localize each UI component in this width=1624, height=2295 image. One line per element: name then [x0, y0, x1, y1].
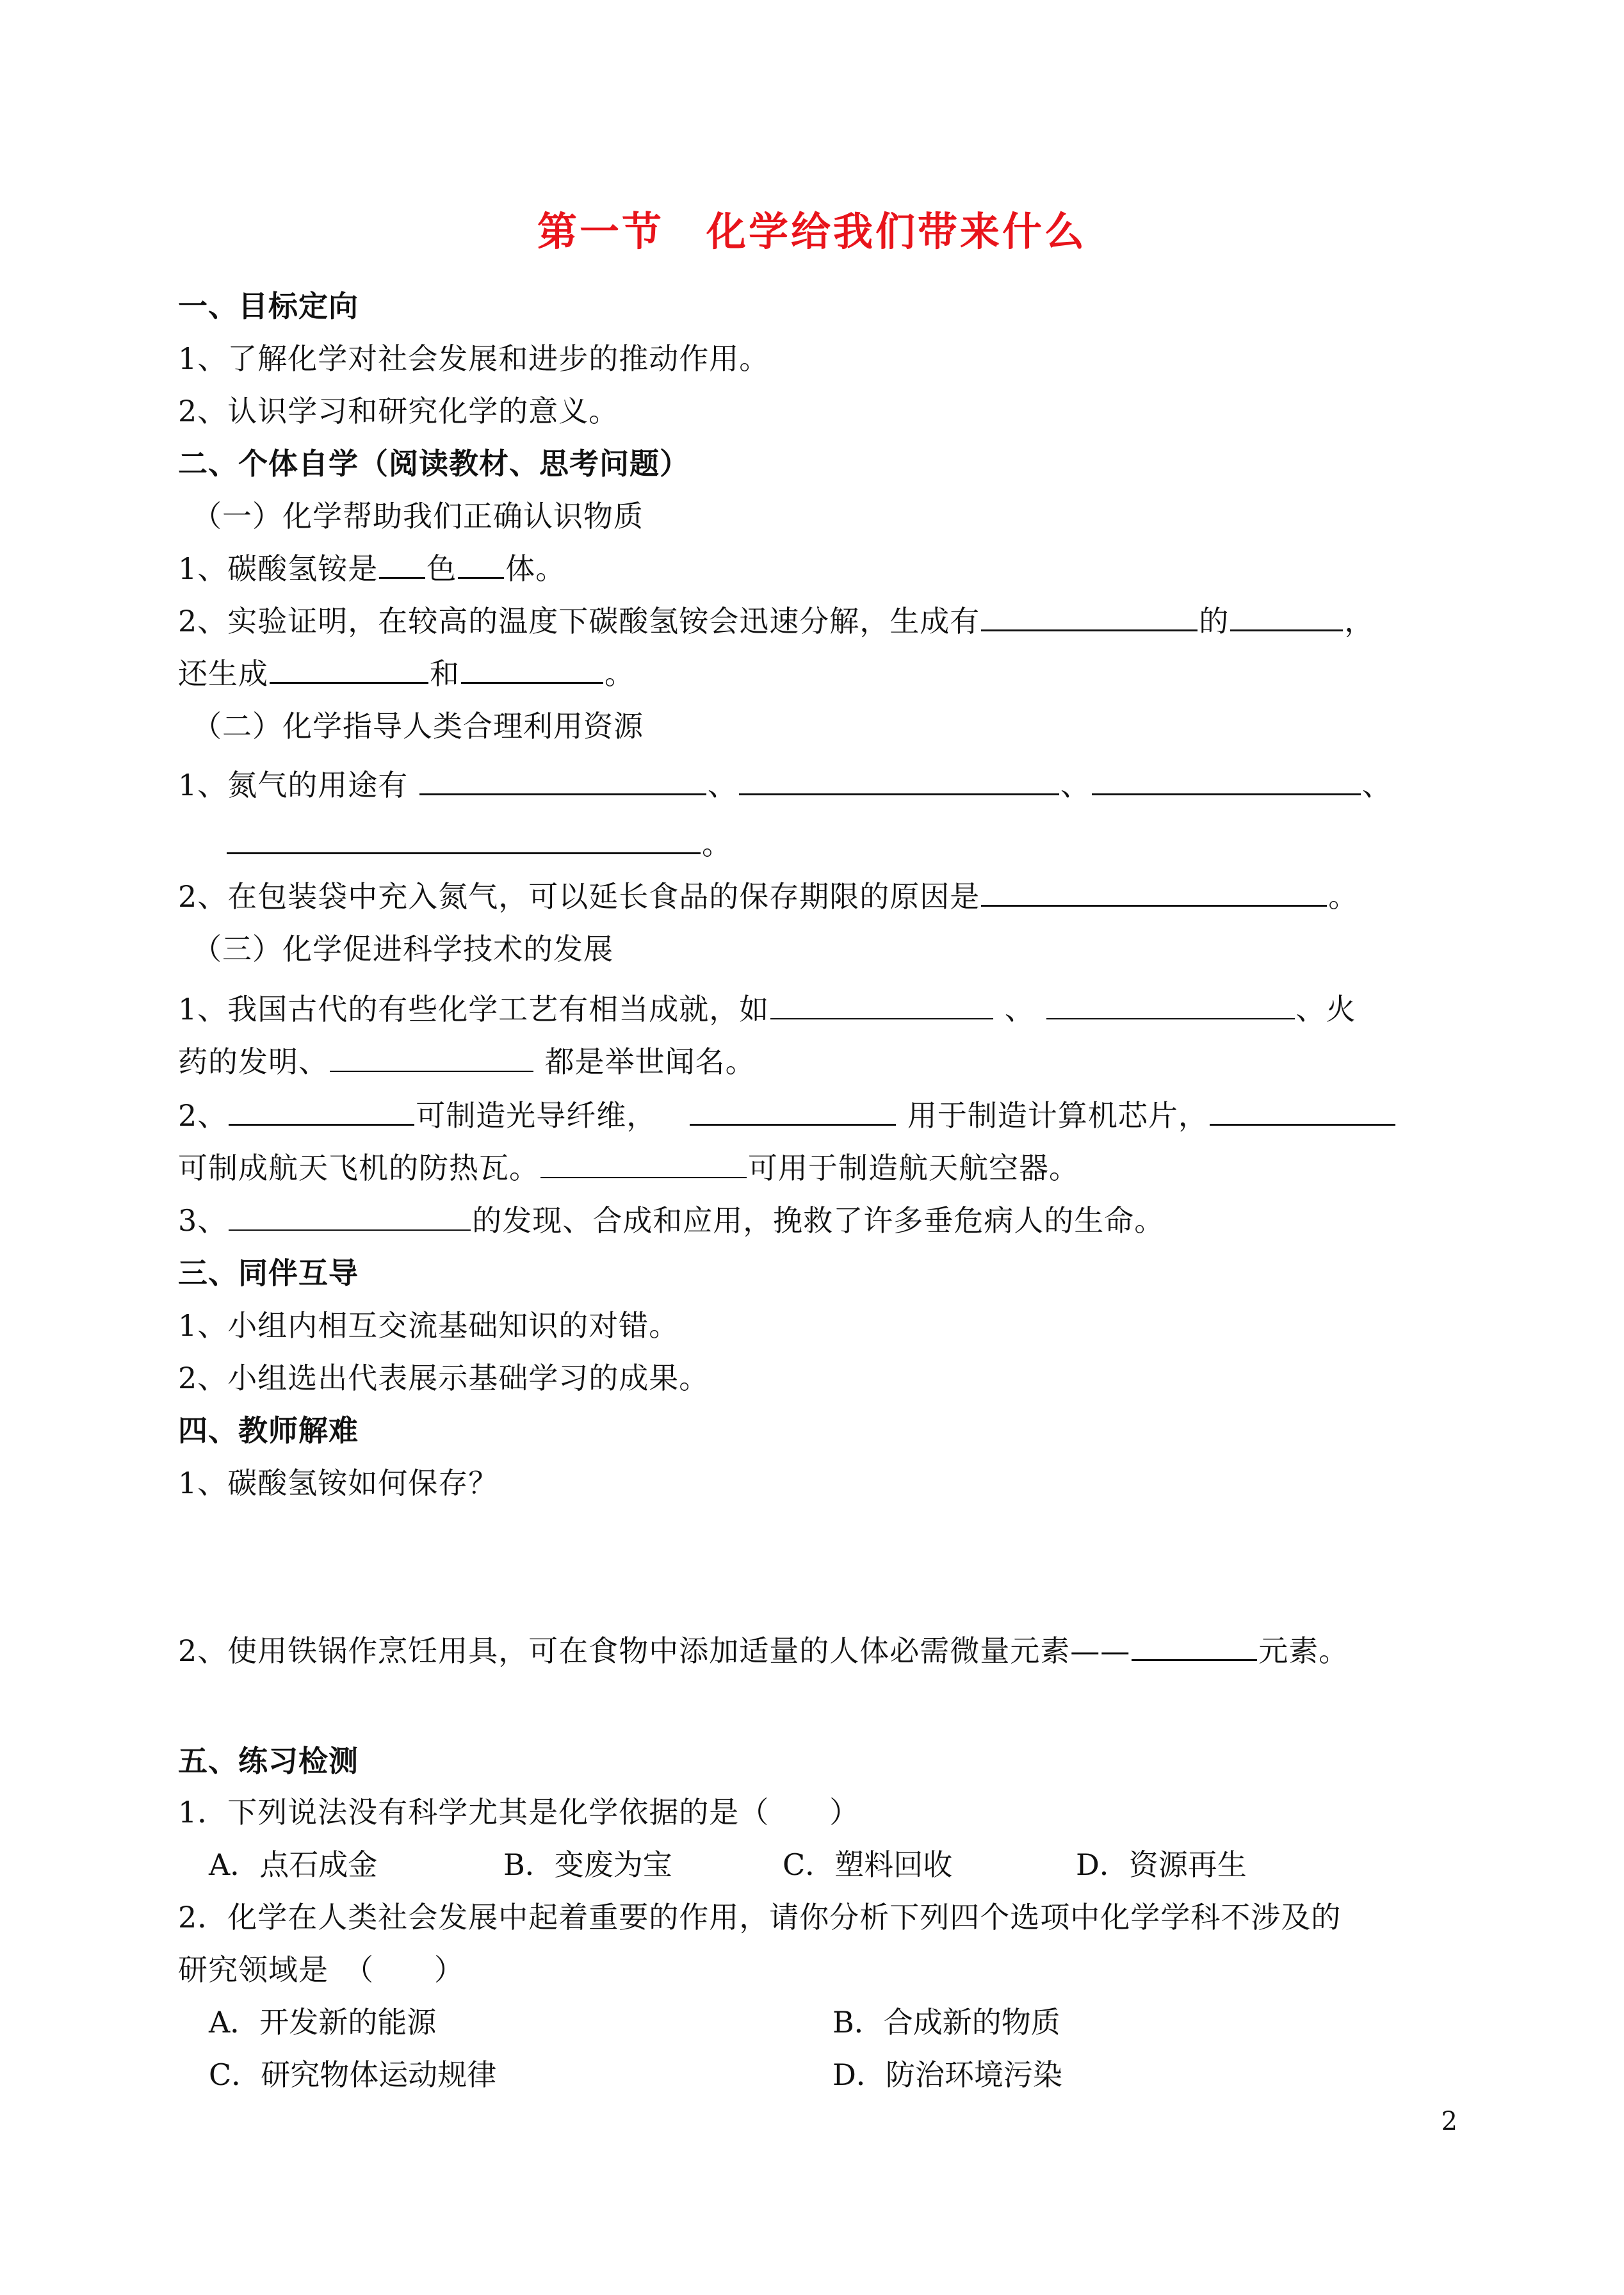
text-line: 1、小组内相互交流基础知识的对错。	[178, 1308, 679, 1343]
subsection-heading: （一）化学帮助我们正确认识物质	[192, 499, 644, 533]
section-heading-5: 五、练习检测	[178, 1744, 359, 1778]
text-line: 2、小组选出代表展示基础学习的成果。	[178, 1361, 710, 1395]
option-c[interactable]: C．塑料回收	[783, 1847, 953, 1882]
question-line: 还生成 和 。	[178, 656, 635, 691]
question-line: 2、在包装袋中充入氮气，可以延长食品的保存期限的原因是 。	[178, 879, 1359, 914]
answer-blank[interactable]	[1092, 768, 1361, 795]
answer-blank[interactable]	[229, 1098, 414, 1126]
section-heading-4: 四、教师解难	[178, 1413, 359, 1448]
text-line: 2、认识学习和研究化学的意义。	[178, 394, 619, 428]
mc-question-1: 1．下列说法没有科学尤其是化学依据的是（ ）	[178, 1795, 860, 1829]
answer-blank[interactable]	[379, 551, 425, 579]
question-line: 2、使用铁锅作烹饪用具，可在食物中添加适量的人体必需微量元素—— 元素。	[178, 1634, 1349, 1668]
option-b[interactable]: B．变废为宝	[503, 1847, 672, 1882]
question-line: 2、实验证明，在较高的温度下碳酸氢铵会迅速分解，生成有 的 ，	[178, 604, 1375, 638]
answer-blank[interactable]	[1046, 993, 1295, 1019]
question-line: 。	[225, 825, 732, 863]
option-a[interactable]: A．开发新的能源	[209, 2005, 437, 2040]
answer-blank[interactable]	[981, 879, 1327, 907]
answer-blank[interactable]	[458, 551, 504, 579]
question-line: 1、碳酸氢铵如何保存？	[178, 1466, 499, 1500]
section-heading-1: 一、目标定向	[178, 289, 359, 323]
answer-blank[interactable]	[690, 1098, 896, 1126]
mc-question-2-cont: 研究领域是 （ ）	[178, 1952, 464, 1987]
section-heading-2: 二、个体自学（阅读教材、思考问题）	[178, 446, 690, 481]
question-line: 药的发明、 都是举世闻名。	[178, 1044, 756, 1079]
answer-blank[interactable]	[739, 768, 1059, 795]
question-line: 1、氮气的用途有 、 、 、	[178, 768, 1392, 802]
question-line: 2、 可制造光导纤维， 用于制造计算机芯片，	[178, 1096, 1397, 1135]
question-line: 可制成航天飞机的防热瓦。 可用于制造航天航空器。	[178, 1151, 1079, 1185]
answer-blank[interactable]	[330, 1045, 533, 1072]
subsection-heading: （三）化学促进科学技术的发展	[192, 932, 613, 966]
question-line: 1、我国古代的有些化学工艺有相当成就，如 、 、火	[178, 992, 1356, 1026]
mc-question-2: 2．化学在人类社会发展中起着重要的作用，请你分析下列四个选项中化学学科不涉及的	[178, 1900, 1342, 1934]
answer-blank[interactable]	[540, 1151, 747, 1178]
answer-blank[interactable]	[1210, 1098, 1395, 1126]
option-b[interactable]: B．合成新的物质	[832, 2005, 1060, 2040]
text-line: 1、了解化学对社会发展和进步的推动作用。	[178, 341, 770, 376]
question-line: 3、 的发现、合成和应用，挽救了许多垂危病人的生命。	[178, 1203, 1165, 1238]
page-title: 第一节 化学给我们带来什么	[537, 208, 1087, 255]
subsection-heading: （二）化学指导人类合理利用资源	[192, 709, 644, 743]
option-d[interactable]: D．资源再生	[1076, 1847, 1247, 1882]
page-number: 2	[1441, 2107, 1458, 2136]
answer-blank[interactable]	[981, 604, 1198, 631]
question-line: 1、碳酸氢铵是 色 体。	[178, 551, 566, 586]
answer-blank[interactable]	[270, 656, 428, 684]
answer-blank[interactable]	[419, 768, 706, 795]
answer-blank[interactable]	[770, 993, 993, 1019]
option-d[interactable]: D．防治环境污染	[832, 2057, 1062, 2092]
answer-blank[interactable]	[227, 827, 701, 854]
section-heading-3: 三、同伴互导	[178, 1256, 359, 1290]
answer-blank[interactable]	[1230, 604, 1343, 631]
answer-blank[interactable]	[229, 1204, 471, 1231]
option-c[interactable]: C．研究物体运动规律	[209, 2057, 497, 2092]
option-a[interactable]: A．点石成金	[209, 1847, 378, 1882]
answer-blank[interactable]	[461, 656, 603, 684]
answer-blank[interactable]	[1132, 1634, 1257, 1661]
